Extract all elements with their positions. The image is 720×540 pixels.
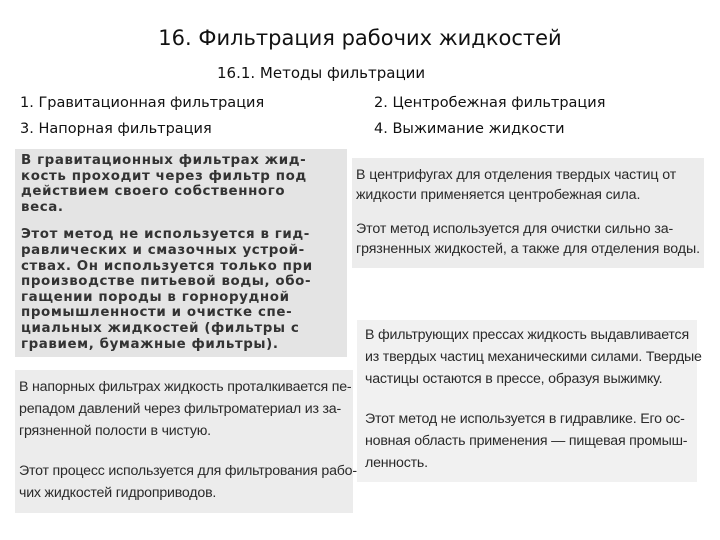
squeeze-line: В фильтрующих прессах жидкость выдавливается [365, 327, 689, 343]
centrifugal-line: Этот метод используется для очистки сильно за- [356, 221, 674, 237]
gravity-line: ствах. Он используется только при [21, 258, 313, 274]
method-pressure-label: 3. Напорная фильтрация [20, 121, 212, 137]
gravity-line: промышленности и очистке спе- [21, 305, 293, 321]
gravity-line: действием своего собственного [21, 184, 286, 200]
method-centrifugal-label: 2. Центробежная фильтрация [374, 95, 606, 111]
centrifugal-description-block [352, 158, 704, 268]
gravity-description-block [15, 149, 347, 357]
gravity-line: гравием, бумажные фильтры). [21, 336, 279, 352]
method-squeeze-label: 4. Выжимание жидкости [374, 121, 565, 137]
pressure-line: чих жидкостей гидроприводов. [19, 485, 217, 501]
gravity-line: веса. [21, 199, 64, 215]
squeeze-line: из твердых частиц механическими силами. Твердые [365, 349, 702, 365]
pressure-line: В напорных фильтрах жидкость проталкивается пе- [19, 379, 352, 395]
squeeze-line: частицы остаются в прессе, образуя выжимку. [365, 371, 663, 387]
gravity-line: циальных жидкостей (фильтры с [21, 320, 300, 336]
method-gravity-label: 1. Гравитационная фильтрация [20, 95, 265, 111]
pressure-line: репадом давлений через фильтроматериал из за- [19, 401, 342, 417]
centrifugal-line: В центрифугах для отделения твердых частиц от [356, 167, 677, 183]
gravity-line: Этот метод не используется в гид- [21, 227, 310, 243]
pressure-line: Этот процесс используется для фильтрования рабо- [19, 463, 357, 479]
page-title: 16. Фильтрация рабочих жидкостей [158, 26, 562, 50]
squeeze-line: ленность. [365, 455, 428, 471]
gravity-line: производстве питьевой воды, обо- [21, 274, 312, 290]
pressure-description-block [15, 370, 357, 513]
squeeze-line: Этот метод не используется в гидравлике. Его ос- [365, 411, 685, 427]
pressure-line: грязненной полости в чистую. [19, 423, 211, 439]
squeeze-line: новная область применения — пищевая промыш- [365, 433, 688, 449]
centrifugal-line: грязненных жидкостей, а также для отделения воды. [356, 241, 700, 257]
squeeze-description-block [357, 320, 702, 482]
gravity-line: В гравитационных фильтрах жид- [21, 153, 307, 168]
gravity-line: кость проходит через фильтр под [21, 168, 307, 184]
gravity-line: гащении породы в горнорудной [21, 289, 290, 305]
centrifugal-line: жидкости применяется центробежная сила. [356, 187, 641, 203]
section-subtitle: 16.1. Методы фильтрации [217, 64, 426, 82]
gravity-line: равлических и смазочных устрой- [21, 242, 305, 258]
